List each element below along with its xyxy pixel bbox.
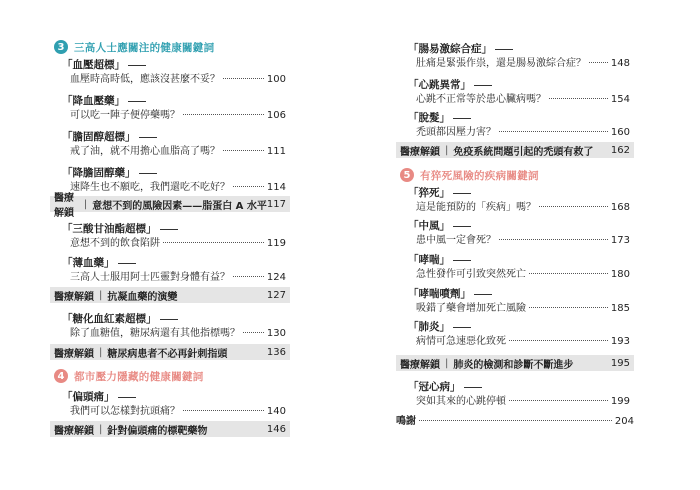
entry-subtitle: 吸錯了藥會增加死亡風險 bbox=[416, 303, 526, 314]
entry-subtitle: 禿頭都因壓力害？ bbox=[416, 127, 496, 138]
section-3-title: 三高人士應關注的健康關鍵詞 bbox=[74, 41, 215, 54]
page-number: 136 bbox=[266, 346, 286, 358]
page-number: 130 bbox=[266, 328, 286, 339]
page-number: 154 bbox=[610, 94, 630, 105]
entry-title: 「猝死」 bbox=[408, 187, 450, 199]
entry-subtitle: 三高人士服用阿士匹靈對身體有益？ bbox=[70, 272, 230, 283]
entry-subtitle: 血壓時高時低，應該沒甚麼不妥？ bbox=[70, 74, 220, 85]
page-number: 168 bbox=[610, 202, 630, 213]
page-number: 146 bbox=[266, 423, 286, 435]
toc-entry[interactable] bbox=[408, 320, 630, 349]
page-number: 195 bbox=[610, 357, 630, 369]
page-number: 148 bbox=[610, 58, 630, 69]
page-number: 119 bbox=[266, 238, 286, 249]
toc-entry[interactable] bbox=[408, 42, 630, 71]
section-5-heading bbox=[400, 165, 539, 185]
entry-title: 「薄血藥」 bbox=[62, 257, 115, 269]
page-number: 124 bbox=[266, 272, 286, 283]
toc-entry[interactable] bbox=[408, 380, 630, 409]
page-number: 111 bbox=[266, 146, 286, 157]
page-number: 185 bbox=[610, 303, 630, 314]
bar-text: 糖尿病患者不必再針刺指頭 bbox=[107, 348, 228, 360]
bar-label: 醫療解鎖 bbox=[54, 291, 94, 303]
toc-entry[interactable] bbox=[408, 186, 630, 215]
section-4-heading bbox=[54, 366, 204, 386]
entry-subtitle: 這是能預防的「疾病」嗎？ bbox=[416, 202, 536, 213]
entry-title: 「膽固醇超標」 bbox=[62, 131, 136, 143]
entry-title: 「三酸甘油酯超標」 bbox=[62, 223, 157, 235]
entry-subtitle: 突如其來的心跳停頓 bbox=[416, 396, 506, 407]
toc-entry[interactable] bbox=[62, 222, 286, 251]
page-number: 140 bbox=[266, 406, 286, 417]
section-4-number: 4 bbox=[54, 369, 68, 383]
page-number: 100 bbox=[266, 74, 286, 85]
toc-entry[interactable] bbox=[408, 253, 630, 282]
toc-entry[interactable] bbox=[408, 219, 630, 248]
bar-label: 醫療解鎖 bbox=[54, 348, 94, 360]
entry-title: 「糖化血紅素超標」 bbox=[62, 313, 157, 325]
entry-subtitle: 可以吃一陣子便停藥嗎？ bbox=[70, 110, 180, 121]
toc-entry[interactable] bbox=[62, 94, 286, 123]
medical-unlock-bar[interactable]: 醫療解鎖 | 意想不到的風險因素——脂蛋白 A 水平 117 bbox=[50, 196, 290, 212]
bar-label: 醫療解鎖 bbox=[54, 193, 74, 219]
toc-entry[interactable] bbox=[62, 58, 286, 87]
bar-label: 醫療解鎖 bbox=[400, 359, 440, 371]
entry-title: 「哮喘噴劑」 bbox=[408, 288, 471, 300]
entry-title: 「降膽固醇藥」 bbox=[62, 167, 136, 179]
entry-title: 「哮喘」 bbox=[408, 254, 450, 266]
page-number: 162 bbox=[610, 144, 630, 156]
toc-entry[interactable] bbox=[62, 130, 286, 159]
toc-entry[interactable] bbox=[62, 390, 286, 419]
section-5-title: 有猝死風險的疾病關鍵詞 bbox=[420, 169, 539, 182]
entry-title: 「腸易激綜合症」 bbox=[408, 43, 492, 55]
entry-title: 「脫髮」 bbox=[408, 112, 450, 124]
toc-entry[interactable] bbox=[62, 256, 286, 285]
page-number: 127 bbox=[266, 289, 286, 301]
entry-subtitle: 我們可以怎樣對抗頭痛？ bbox=[70, 406, 180, 417]
medical-unlock-bar[interactable]: 醫療解鎖 | 針對偏頭痛的標靶藥物 146 bbox=[50, 421, 290, 437]
entry-title: 「中風」 bbox=[408, 220, 450, 232]
entry-subtitle: 意想不到的飲食陷阱 bbox=[70, 238, 160, 249]
entry-title: 「冠心病」 bbox=[408, 381, 461, 393]
entry-title: 「降血壓藥」 bbox=[62, 95, 125, 107]
page-number: 117 bbox=[266, 198, 286, 210]
entry-title: 「血壓超標」 bbox=[62, 59, 125, 71]
entry-title: 「偏頭痛」 bbox=[62, 391, 115, 403]
bar-label: 醫療解鎖 bbox=[54, 425, 94, 437]
medical-unlock-bar[interactable]: 醫療解鎖 | 抗凝血藥的演變 127 bbox=[50, 287, 290, 303]
entry-subtitle: 病情可急速惡化致死 bbox=[416, 336, 506, 347]
toc-entry[interactable] bbox=[62, 312, 286, 341]
medical-unlock-bar[interactable]: 醫療解鎖 | 免疫系統問題引起的禿頭有救了 162 bbox=[396, 142, 634, 158]
entry-subtitle: 速降生也不願吃，我們還吃不吃好？ bbox=[70, 182, 230, 193]
page-number: 114 bbox=[266, 182, 286, 193]
entry-subtitle: 肚痛是緊張作祟，還是腸易激綜合症？ bbox=[416, 58, 586, 69]
entry-subtitle: 戒了油，就不用擔心血脂高了嗎？ bbox=[70, 146, 220, 157]
page-number: 199 bbox=[610, 396, 630, 407]
toc-entry[interactable] bbox=[62, 166, 286, 195]
page-number: 193 bbox=[610, 336, 630, 347]
bar-text: 意想不到的風險因素——脂蛋白 A 水平 bbox=[92, 200, 267, 212]
entry-subtitle: 患中風一定會死？ bbox=[416, 235, 496, 246]
page-number: 173 bbox=[610, 235, 630, 246]
page-number: 106 bbox=[266, 110, 286, 121]
acknowledgements-entry[interactable] bbox=[396, 414, 634, 429]
toc-entry[interactable] bbox=[408, 78, 630, 107]
bar-text: 肺炎的檢測和診斷不斷進步 bbox=[453, 359, 574, 371]
entry-title: 「心跳異常」 bbox=[408, 79, 471, 91]
entry-title: 「肺炎」 bbox=[408, 321, 450, 333]
entry-subtitle: 心跳不正常等於患心臟病嗎？ bbox=[416, 94, 546, 105]
bar-label: 醫療解鎖 bbox=[400, 146, 440, 158]
acknowledgements-label: 鳴謝 bbox=[396, 416, 416, 427]
section-5-number: 5 bbox=[400, 168, 414, 182]
toc-entry[interactable] bbox=[408, 111, 630, 140]
entry-subtitle: 急性發作可引致突然死亡 bbox=[416, 269, 526, 280]
entry-subtitle: 除了血糖值，糖尿病還有其他指標嗎？ bbox=[70, 328, 240, 339]
section-3-number: 3 bbox=[54, 40, 68, 54]
medical-unlock-bar[interactable]: 醫療解鎖 | 糖尿病患者不必再針刺指頭 136 bbox=[50, 344, 290, 360]
page-number: 160 bbox=[610, 127, 630, 138]
bar-text: 免疫系統問題引起的禿頭有救了 bbox=[453, 146, 594, 158]
bar-text: 針對偏頭痛的標靶藥物 bbox=[107, 425, 208, 437]
section-3-heading bbox=[54, 37, 214, 57]
section-4-title: 都市壓力隱藏的健康關鍵詞 bbox=[74, 370, 204, 383]
page-number: 204 bbox=[614, 416, 634, 427]
bar-text: 抗凝血藥的演變 bbox=[107, 291, 178, 303]
medical-unlock-bar[interactable]: 醫療解鎖 | 肺炎的檢測和診斷不斷進步 195 bbox=[396, 355, 634, 371]
page-number: 180 bbox=[610, 269, 630, 280]
toc-entry[interactable] bbox=[408, 287, 630, 316]
